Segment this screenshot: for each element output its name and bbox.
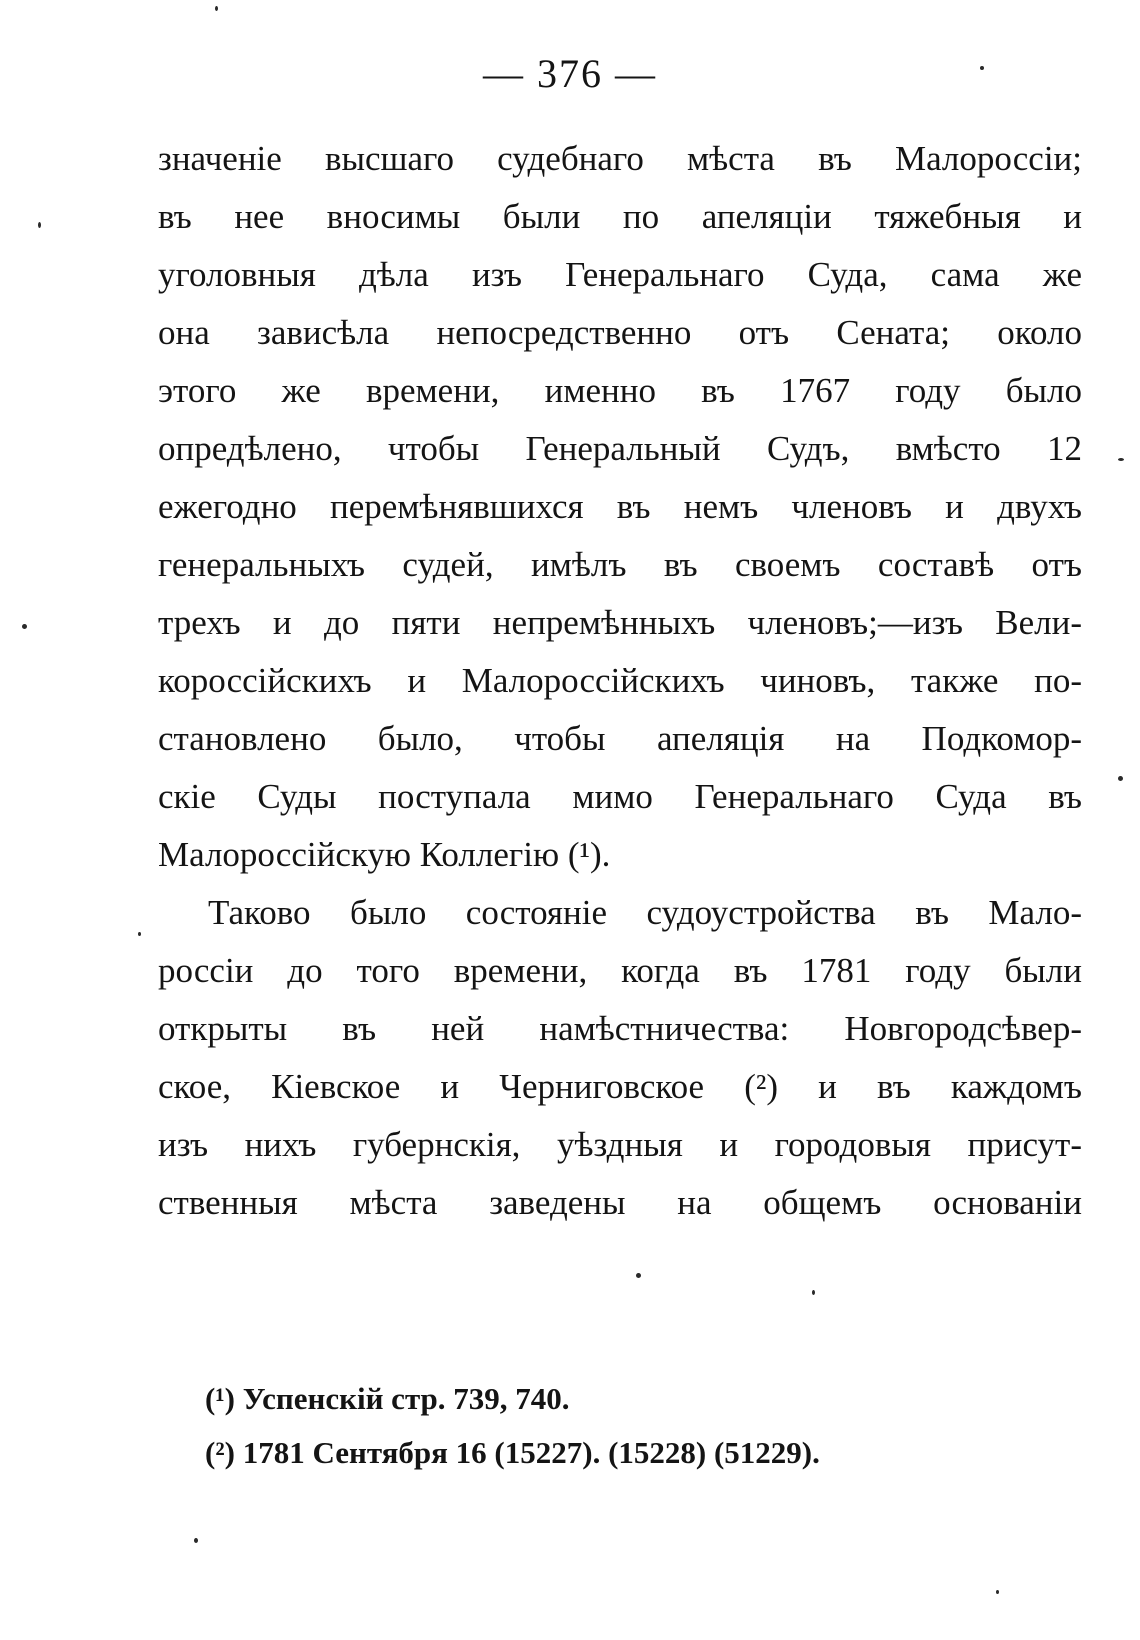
scan-speck (194, 1538, 198, 1543)
scan-speck (138, 932, 141, 936)
text-line: уголовныя дѣла изъ Генеральнаго Суда, сама же (158, 255, 1082, 294)
footnote-2: (²) 1781 Сентября 16 (15227). (15228) (51229). (205, 1435, 820, 1470)
page-number: — 376 — (483, 51, 657, 96)
text-line: опредѣлено, чтобы Генеральный Судъ, вмѣсто 12 (158, 429, 1082, 468)
text-line: становлено было, чтобы апеляція на Подкомор- (158, 719, 1082, 758)
paragraph-first-line: Таково было состояніе судоустройства въ Мало- (208, 893, 1082, 932)
scan-speck (215, 6, 218, 11)
scan-speck (636, 1273, 641, 1278)
scan-speck (980, 66, 984, 70)
text-line: трехъ и до пяти непремѣнныхъ членовъ;—изъ Вели- (158, 603, 1082, 642)
text-line: ское, Кіевское и Черниговское (²) и въ каждомъ (158, 1067, 1082, 1106)
text-line: ственныя мѣста заведены на общемъ основаніи (158, 1183, 1082, 1222)
scan-speck (38, 222, 41, 228)
text-line: Малороссійскую Коллегію (¹). (158, 835, 611, 874)
text-line: изъ нихъ губернскія, уѣздныя и городовыя присут- (158, 1125, 1082, 1164)
text-line: скіе Суды поступала мимо Генеральнаго Суда въ (158, 777, 1082, 816)
text-line: генеральныхъ судей, имѣлъ въ своемъ составѣ отъ (158, 545, 1082, 584)
text-line: ежегодно перемѣнявшихся въ немъ членовъ и двухъ (158, 487, 1082, 526)
scan-speck (1118, 458, 1124, 461)
footnote-1: (¹) Успенскій стр. 739, 740. (205, 1381, 570, 1416)
text-line: короссійскихъ и Малороссійскихъ чиновъ, также по- (158, 661, 1082, 700)
text-line: этого же времени, именно въ 1767 году было (158, 371, 1082, 410)
text-line: въ нее вносимы были по апеляціи тяжебныя и (158, 197, 1082, 236)
main-text (158, 130, 1082, 1232)
scan-speck (1118, 776, 1123, 781)
text-line: значеніе высшаго судебнаго мѣста въ Малороссіи; (158, 139, 1082, 178)
scan-speck (996, 1590, 999, 1594)
footnotes (205, 1372, 820, 1480)
text-line: россіи до того времени, когда въ 1781 году были (158, 951, 1082, 990)
scan-speck (22, 624, 27, 629)
text-line: она зависѣла непосредственно отъ Сената; около (158, 313, 1082, 352)
scan-speck (812, 1290, 815, 1295)
text-line: открыты въ ней намѣстничества: Новгородсѣвер- (158, 1009, 1082, 1048)
